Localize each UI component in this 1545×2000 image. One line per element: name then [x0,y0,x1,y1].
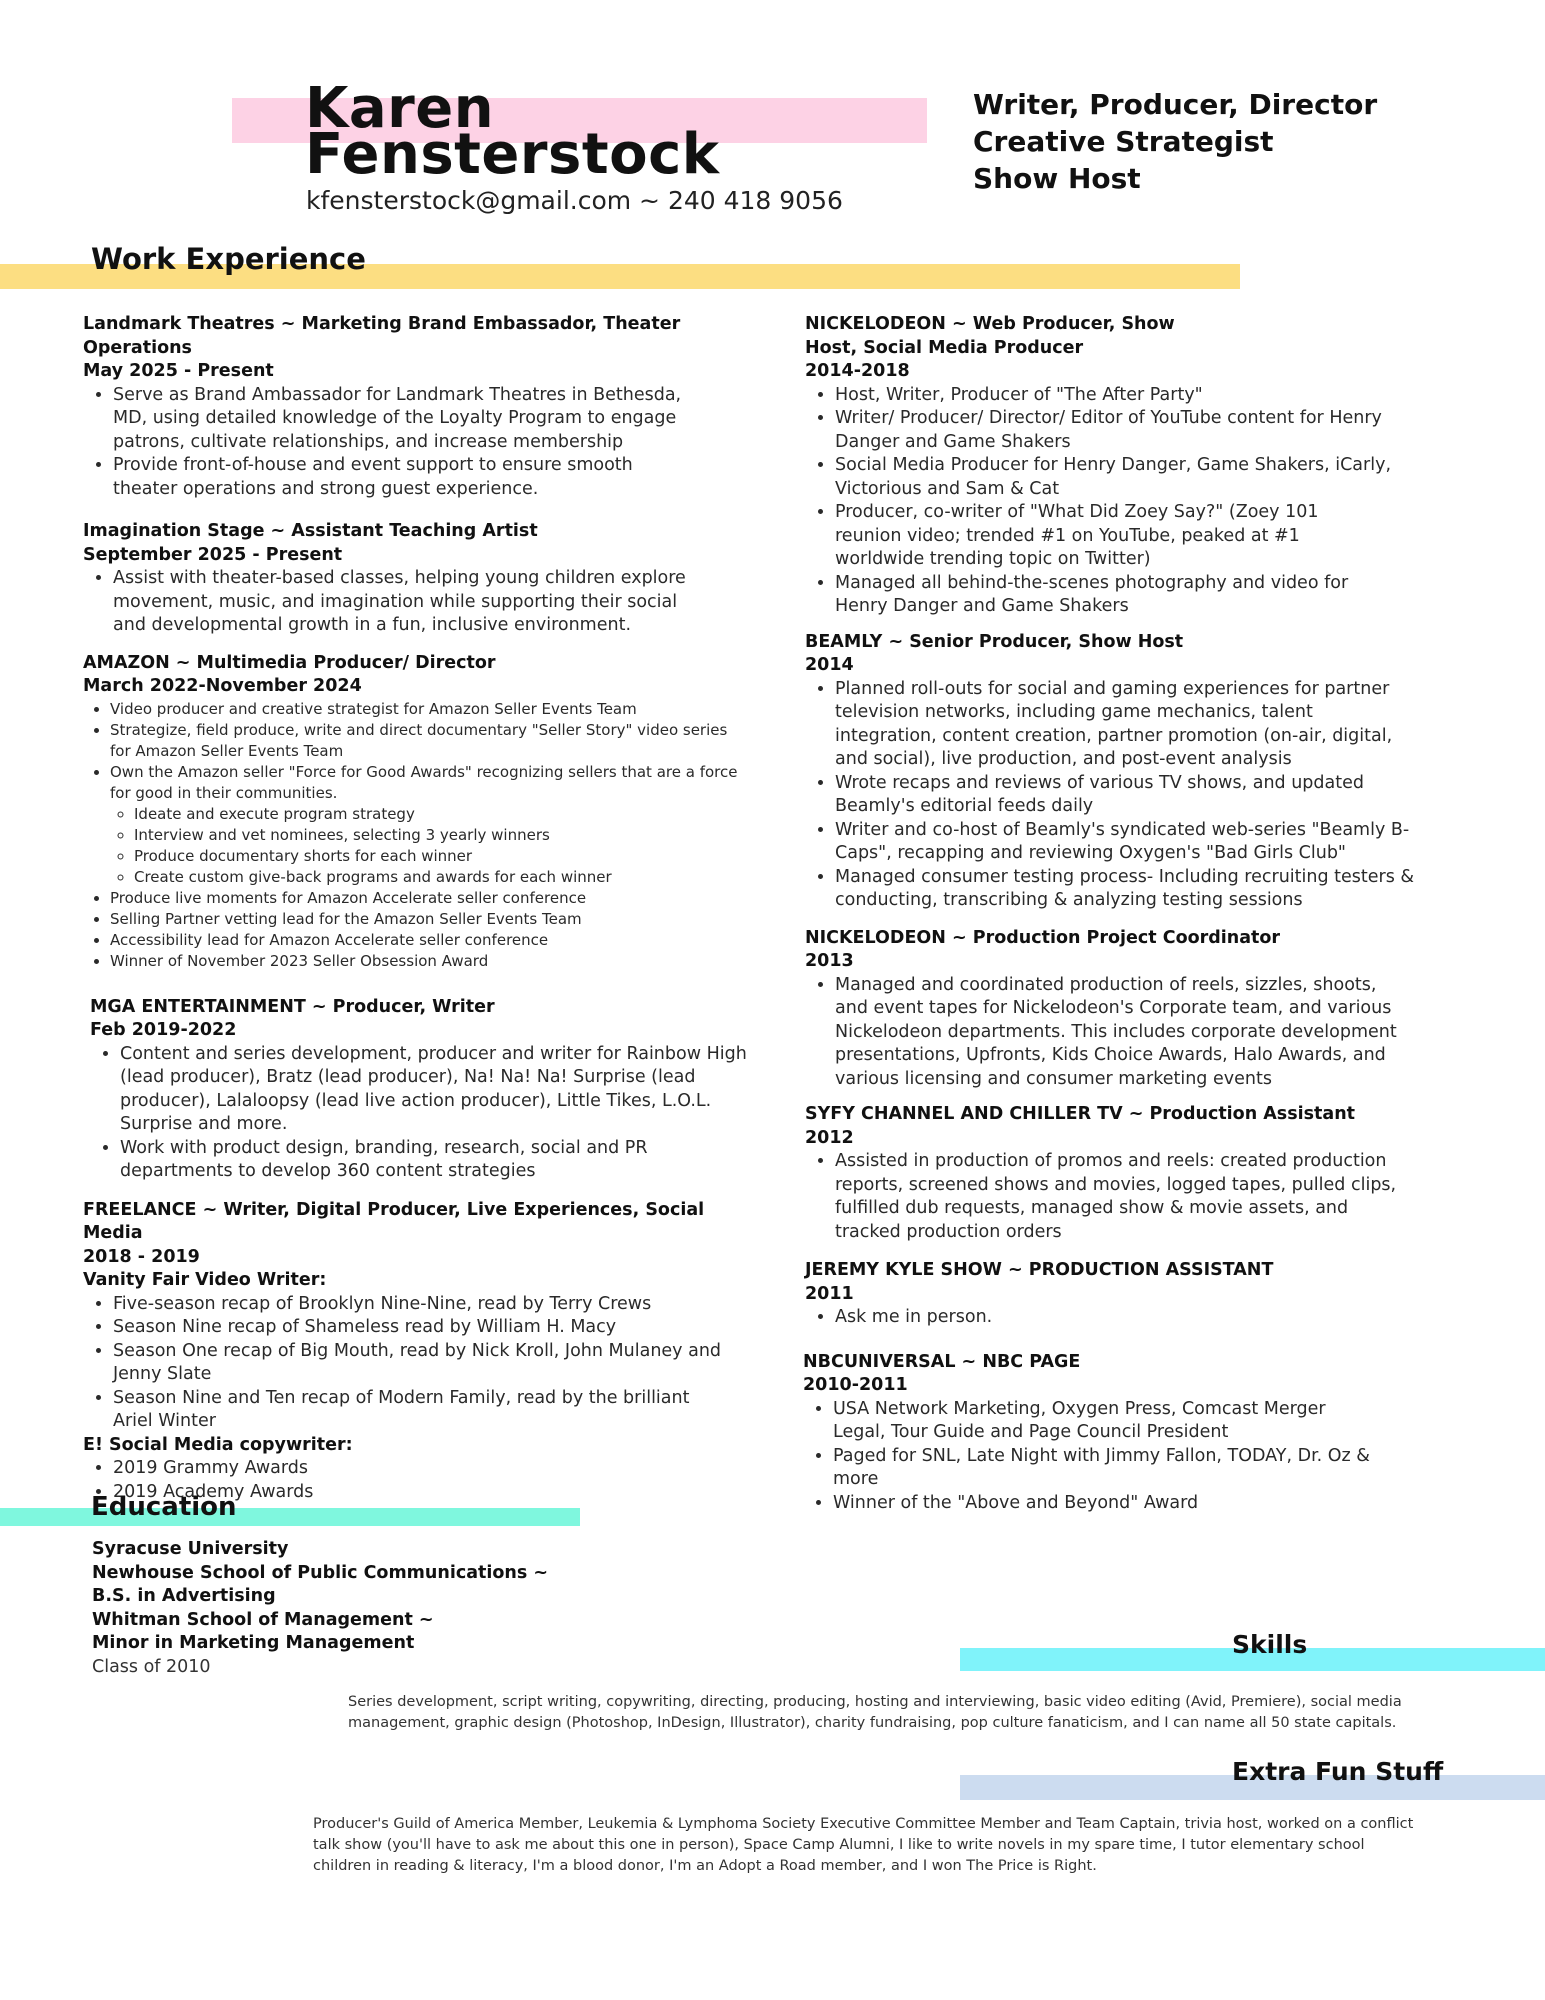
education-section-bar [0,1508,580,1526]
job-dates: 2014-2018 [805,361,910,381]
list-item: • Assist with theater-based classes, helping young children explore movement, music, and imagination while supporting their social and developmental growth in a fun, inclusive environment. [113,567,703,638]
education-class-year: Class of 2010 [92,1656,211,1677]
job-bullets [805,1150,1415,1244]
list-item: • Host, Writer, Producer of "The After Party" [835,384,1395,408]
job-dates: 2013 [805,951,854,971]
subheading: E! Social Media copywriter: [83,1434,353,1455]
list-item: • Ask me in person. [835,1306,1405,1330]
first-name: Karen [305,76,495,141]
list-item: • Producer, co-writer of "What Did Zoey Say?" (Zoey 101 reunion video; trended #1 on YouTube, peaked at #1 worldwide trending topic on Twitter) [835,501,1395,572]
job-dates: Feb 2019-2022 [90,1020,237,1040]
job-bullets [805,384,1395,619]
list-item: • Managed all behind-the-scenes photography and video for Henry Danger and Game Shakers [835,572,1395,619]
right-column [805,313,1415,1515]
job-entry [805,313,1405,619]
job-entry [803,1351,1403,1516]
job-bullets [83,1293,723,1434]
job-bullets [83,567,703,638]
job-entry [83,313,683,501]
list-item: • Strategize, field produce, write and direct documentary "Seller Story" video series for Amazon Seller Events Team [110,720,743,762]
job-entry [83,652,743,972]
list-item: • Paged for SNL, Late Night with Jimmy Fallon, TODAY, Dr. Oz & more [833,1445,1403,1492]
skills-text: Series development, script writing, copywriting, directing, producing, hosting and interviewing, basic video editing (Avid, Premiere), social media management, graphic design (Photoshop, InDesign, Illustrator), charity fundraising, pop culture fanaticism, and I can name all 50 state capitals. [348,1694,1402,1731]
list-item: • USA Network Marketing, Oxygen Press, Comcast Merger Legal, Tour Guide and Page Council President [833,1398,1403,1445]
education-line: Minor in Marketing Management [92,1633,415,1653]
list-item: • Video producer and creative strategist for Amazon Seller Events Team [110,699,743,720]
list-item: • Five-season recap of Brooklyn Nine-Nine, read by Terry Crews [113,1293,723,1317]
job-bullets [83,699,743,972]
education-line: B.S. in Advertising [92,1586,276,1606]
list-item: • Accessibility lead for Amazon Accelerate seller conference [110,930,743,951]
work-experience-heading: Work Experience [91,242,366,276]
sub-list-item: ◦ Ideate and execute program strategy [134,804,743,825]
job-bullets [805,678,1415,913]
list-item: • Season One recap of Big Mouth, read by Nick Kroll, John Mulaney and Jenny Slate [113,1340,723,1387]
list-item: • Managed and coordinated production of reels, sizzles, shoots, and event tapes for Nickelodeon's Corporate team, and various Nickelodeon departments. This includes corporate development presentations, Upfronts, Kids Choice Awards, Halo Awards, and various licensing and consumer marketing events [835,974,1405,1092]
job-dates: 2010-2011 [803,1375,908,1395]
subheading: Vanity Fair Video Writer: [83,1270,327,1290]
job-title: SYFY CHANNEL AND CHILLER TV ~ Production Assistant [805,1104,1356,1124]
list-item: • 2019 Grammy Awards [113,1457,723,1481]
list-item: • Provide front-of-house and event support to ensure smooth theater operations and strong guest experience. [113,454,683,501]
education-block [92,1538,548,1679]
job-title: NICKELODEON ~ Production Project Coordinator [805,927,1281,948]
job-entry [805,1103,1415,1244]
job-title: MGA ENTERTAINMENT ~ Producer, Writer [90,996,495,1017]
list-item: • Season Nine and Ten recap of Modern Family, read by the brilliant Ariel Winter [113,1387,723,1434]
list-item: • Winner of the "Above and Beyond" Award [833,1492,1403,1516]
list-item: • Writer and co-host of Beamly's syndicated web-series "Beamly B-Caps", recapping and reviewing Oxygen's "Bad Girls Club" [835,819,1415,866]
job-title: NICKELODEON ~ Web Producer, Show Host, Social Media Producer [805,314,1175,358]
contact-line: kfensterstock@gmail.com ~ 240 418 9056 [306,186,843,215]
job-bullets [805,974,1405,1092]
sub-bullets [110,804,743,888]
list-item: • Social Media Producer for Henry Danger, Game Shakers, iCarly, Victorious and Sam & Cat [835,454,1395,501]
job-title: AMAZON ~ Multimedia Producer/ Director [83,652,496,673]
job-title: NBCUNIVERSAL ~ NBC PAGE [803,1351,1081,1372]
list-item: • Assisted in production of promos and reels: created production reports, screened shows and movies, logged tapes, pulled clips, fulfilled dub requests, managed show & movie assets, and tracked production orders [835,1150,1415,1244]
extra-fun-heading: Extra Fun Stuff [1232,1757,1444,1786]
job-entry [90,996,750,1184]
list-item: • Writer/ Producer/ Director/ Editor of YouTube content for Henry Danger and Game Shakers [835,407,1395,454]
job-entry [83,520,703,638]
education-line: Syracuse University [92,1539,289,1559]
job-bullets [805,1306,1405,1330]
list-item: • Produce live moments for Amazon Accelerate seller conference [110,888,743,909]
job-entry [83,1199,723,1505]
list-item [110,762,743,888]
candidate-name [305,76,720,187]
list-item: • Serve as Brand Ambassador for Landmark Theatres in Bethesda, MD, using detailed knowledge of the Loyalty Program to engage patrons, cultivate relationships, and increase membership [113,384,683,455]
list-item-text: Own the Amazon seller "Force for Good Awards" recognizing sellers that are a force for good in their communities. [110,762,738,802]
job-title: Landmark Theatres ~ Marketing Brand Embassador, Theater Operations [83,314,681,358]
education-line: Newhouse School of Public Communications ~ [92,1562,549,1583]
list-item: • Season Nine recap of Shameless read by William H. Macy [113,1316,723,1340]
job-entry [805,927,1405,1092]
sub-list-item: ◦ Produce documentary shorts for each winner [134,846,743,867]
job-dates: 2014 [805,655,854,675]
list-item: • Winner of November 2023 Seller Obsession Award [110,951,743,972]
job-bullets [90,1043,750,1184]
job-dates: September 2025 - Present [83,544,343,565]
job-dates: 2011 [805,1283,854,1304]
job-title: JEREMY KYLE SHOW ~ PRODUCTION ASSISTANT [805,1260,1274,1280]
job-dates: March 2022-November 2024 [83,676,362,696]
list-item: • Planned roll-outs for social and gaming experiences for partner television networks, including game mechanics, talent integration, content creation, partner promotion (on-air, digital, and social), live production, and post-event analysis [835,678,1415,772]
job-dates: 2012 [805,1127,854,1148]
job-dates: 2018 - 2019 [83,1246,200,1267]
list-item: • 2019 Academy Awards [113,1481,723,1505]
sub-list-item: ◦ Interview and vet nominees, selecting 3 yearly winners [134,825,743,846]
list-item: • Work with product design, branding, research, social and PR departments to develop 360 content strategies [120,1137,750,1184]
role-titles [973,86,1377,197]
left-column [83,313,753,1504]
list-item: • Selling Partner vetting lead for the Amazon Seller Events Team [110,909,743,930]
sub-list-item: ◦ Create custom give-back programs and awards for each winner [134,867,743,888]
job-title: BEAMLY ~ Senior Producer, Show Host [805,631,1184,652]
job-title: Imagination Stage ~ Assistant Teaching Artist [83,521,538,541]
skills-heading: Skills [1232,1630,1308,1659]
job-bullets [803,1398,1403,1516]
extra-fun-text: Producer's Guild of America Member, Leukemia & Lymphoma Society Executive Committee Member and Team Captain, trivia host, worked on a conflict talk show (you'll have to ask me about this one in person), Space Camp Alumni, I like to write novels in my spare time, I tutor elementary school children in reading & literacy, I'm a blood donor, I'm an Adopt a Road member, and I won The Price is Right. [313,1816,1414,1874]
role-title: Writer, Producer, Director [973,88,1378,121]
education-line: Whitman School of Management ~ [92,1609,434,1630]
job-entry [805,1259,1405,1330]
job-entry [805,631,1415,913]
job-title: FREELANCE ~ Writer, Digital Producer, Live Experiences, Social Media [83,1199,705,1243]
list-item: • Managed consumer testing process- Including recruiting testers & conducting, transcribing & analyzing testing sessions [835,866,1415,913]
job-bullets [83,384,683,502]
job-dates: May 2025 - Present [83,361,274,381]
list-item: • Content and series development, producer and writer for Rainbow High (lead producer), Bratz (lead producer), Na! Na! Na! Surprise (lead producer), Lalaloopsy (lead live action producer), Little Tikes, L.O.L. Surprise and more. [120,1043,750,1137]
last-name: Fensterstock [305,122,720,187]
list-item: • Wrote recaps and reviews of various TV shows, and updated Beamly's editorial feeds daily [835,772,1415,819]
role-title: Creative Strategist [973,125,1274,158]
education-heading: Education [91,1492,237,1522]
role-title: Show Host [973,162,1141,195]
